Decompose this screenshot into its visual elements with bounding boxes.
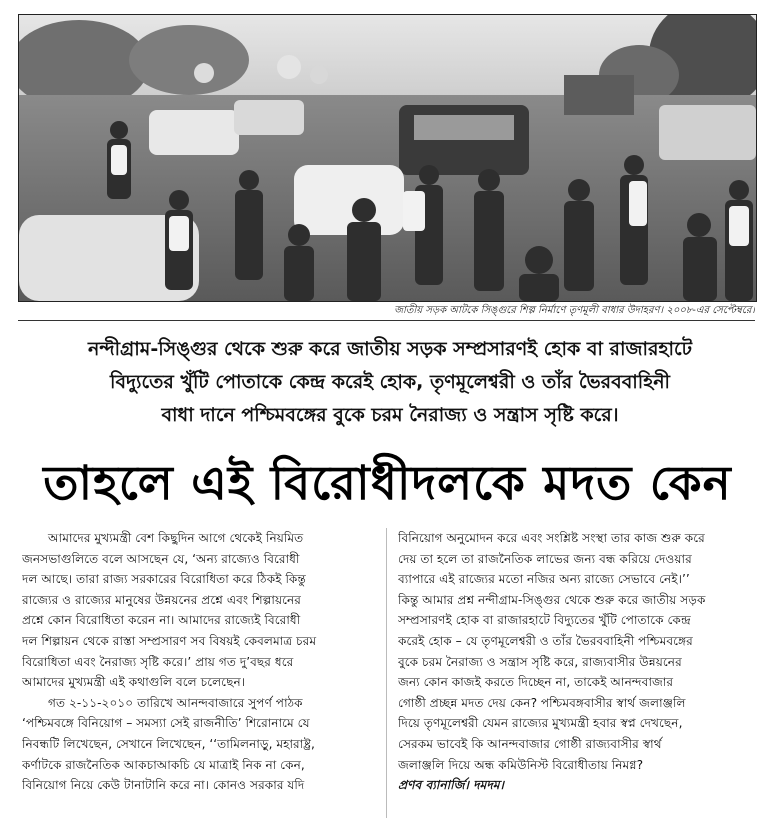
article-line: বিরোধিতা এবং নৈরাজ্য সৃষ্টি করে।’ প্রায় গত দু’বছর ধরে (22, 654, 294, 669)
article-line: করেই হোক – যে তৃণমূলেশ্বরী ও তাঁর ভৈরববাহিনী পশ্চিমবঙ্গের (398, 633, 693, 648)
article-line: আমাদের মুখ্যমন্ত্রী এই কথাগুলি বলে চলেছেন। (22, 675, 246, 690)
article-line: জনসভাগুলিতে বলে আসছেন যে, ‘অন্য রাজ্যেও বিরোধী (22, 551, 300, 566)
article-line: দিয়ে তৃণমূলেশ্বরী যেমন রাজ্যের মুখ্যমন্ত্রী হবার স্বপ্ন দেখছেন, (398, 716, 683, 731)
crowd-photo-illustration (19, 15, 756, 301)
article-line: নিবন্ধটি লিখেছেন, সেখানে লিখেছেন, ‘‘তামিলনাড়ু, মহারাষ্ট্র, (22, 736, 315, 751)
article-column-left (22, 528, 374, 796)
article-line: প্রশ্নে কোন বিরোধিতা করেন না। আমাদের রাজ্যেই বিরোধী (22, 613, 301, 628)
article-line: জলাঞ্জলি দিয়ে অন্ধ কমিউনিস্ট বিরোধীতায় নিমগ্ন? (398, 757, 644, 772)
article-line: ব্যাপারে এই রাজ্যের মতো নজির অন্য রাজ্যে সেভাবে নেই।’’ (398, 572, 690, 587)
headline: তাহলে এই বিরোধীদলকে মদত কেন (43, 456, 732, 511)
highlight-line: বিদ্যুতের খুঁটি পোতাকে কেন্দ্র করেই হোক, তৃণমূলেশ্বরী ও তাঁর ভৈরববাহিনী (110, 371, 670, 393)
article-line: দল শিল্পায়ন থেকে রাস্তা সম্প্রসারণ সব বিষয়ই কেবলমাত্র চরম (22, 633, 317, 648)
highlight-line: বাধা দানে পশ্চিমবঙ্গের বুকে চরম নৈরাজ্য ও সন্ত্রাস সৃষ্টি করে। (161, 404, 619, 426)
article-line: দেয় তা হলে তা রাজনৈতিক লাভের জন্য বন্ধ করিয়ে দেওয়ার (398, 551, 692, 566)
article-line: সম্প্রসারণই হোক বা রাজারহাটে বিদ্যুতের খুঁটি পোতাকে কেন্দ্র (398, 613, 691, 628)
article-line: বিনিয়োগ অনুমোদন করে এবং সংশ্লিষ্ট সংস্থা তার কাজ শুরু করে (398, 531, 705, 545)
highlight-paragraph (40, 333, 740, 432)
news-photo (18, 14, 757, 302)
article-line: দল আছে। তারা রাজ্য সরকারের বিরোধিতা করে ঠিকই কিন্তু (22, 572, 306, 587)
article-line: রাজ্যের ও রাজ্যের মানুষের উন্নয়নের প্রশ্নে এবং শিল্পায়নের (22, 592, 301, 607)
photo-caption: জাতীয় সড়ক আটকে সিঙ্গুরে শিল্প নির্মাণে তৃণমূলী বাধার উদাহরণ। ২০০৮-এর সেপ্টেম্বরে। (394, 305, 755, 316)
article-line: জন্য কোন কাজই করতে দিচ্ছেন না, তাকেই আনন্দবাজার (398, 675, 674, 690)
article-line: বিনিয়োগ নিয়ে কেউ টানাটানি করে না। কোনও সরকার যদি (22, 778, 305, 793)
column-divider (386, 528, 387, 818)
article-line: সেরকম ভাবেই কি আনন্দবাজার গোষ্ঠী রাজ্যবাসীর স্বার্থ (398, 736, 662, 751)
article-column-right (398, 528, 750, 796)
article-line: বুকে চরম নৈরাজ্য ও সন্ত্রাস সৃষ্টি করে, রাজ্যবাসীর উন্নয়নের (398, 654, 682, 669)
article-line: গোষ্ঠী প্রচ্ছন্ন মদত দেয় কেন? পশ্চিমবঙ্গবাসীর স্বার্থ জলাঞ্জলি (398, 695, 686, 710)
article-line: গত ২-১১-২০১০ তারিখে আনন্দবাজারে সুপর্ণ পাঠক (48, 695, 303, 710)
article-line: আমাদের মুখ্যমন্ত্রী বেশ কিছুদিন আগে থেকেই নিয়মিত (48, 531, 304, 545)
author-signature: প্রণব ব্যানার্জি। দমদম। (398, 778, 504, 793)
highlight-line: নন্দীগ্রাম-সিঙ্গুর থেকে শুরু করে জাতীয় সড়ক সম্প্রসারণই হোক বা রাজারহাটে (88, 338, 692, 360)
divider (18, 320, 755, 321)
article-line: কর্ণাটকে রাজনৈতিক আকচাআকচি যে মাত্রাই নিক না কেন, (22, 757, 305, 772)
article-line: কিন্তু আমার প্রশ্ন নন্দীগ্রাম-সিঙ্গুর থেকে শুরু করে জাতীয় সড়ক (398, 592, 706, 607)
article-line: ‘পশ্চিমবঙ্গে বিনিয়োগ – সমস্যা সেই রাজনীতি’ শিরোনামে যে (22, 716, 310, 731)
